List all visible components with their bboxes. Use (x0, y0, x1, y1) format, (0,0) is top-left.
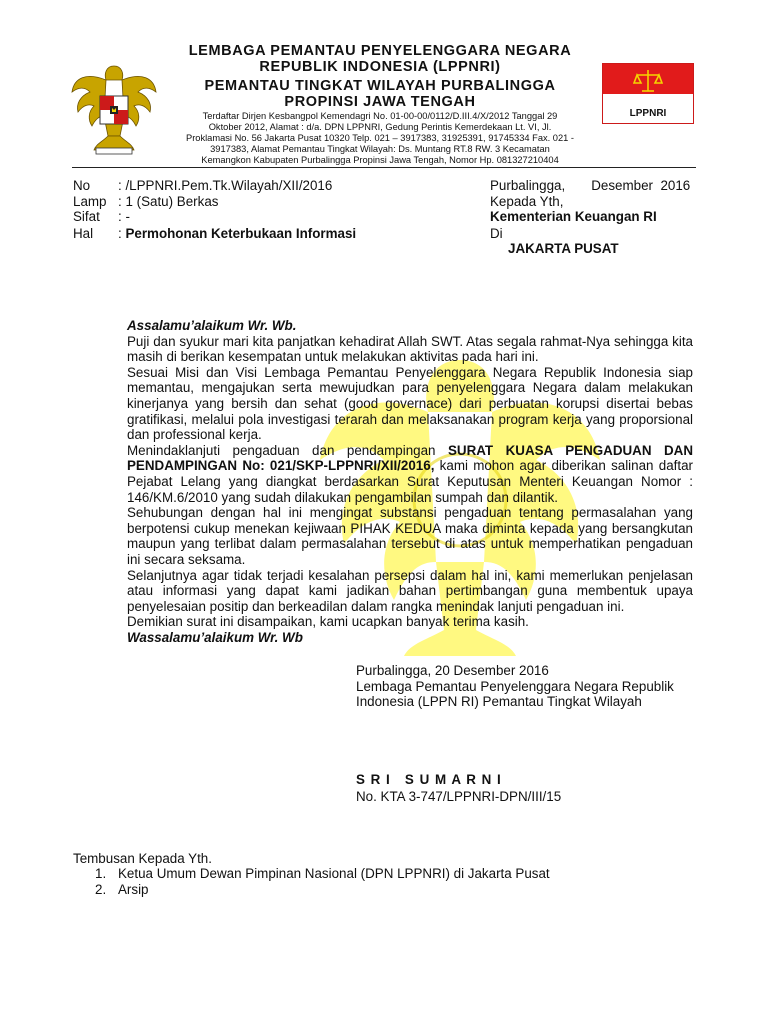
cc-item (73, 882, 673, 898)
cc-title: Tembusan Kepada Yth. (73, 851, 212, 866)
hal-row (118, 226, 356, 242)
no-label: No (73, 178, 91, 193)
recipient-city: JAKARTA PUSAT (508, 241, 619, 256)
registration-line-3: Proklamasi No. 56 Jakarta Pusat 10320 Telp. 021 – 3917383, 31925391, 91745334 Fax. 021 - (186, 133, 574, 143)
power-of-attorney-ref: SURAT KUASA PENGADUAN DAN PENDAMPINGAN No: 021/SKP-LPPNRI/XII/2016, (127, 442, 694, 474)
paragraph-1: Puji dan syukur mari kita panjatkan kehadirat Allah SWT. Atas segala rahmat-Nya sehingga kita masih di berikan kesempatan untuk melakukan aktivitas pada hari ini. (127, 333, 693, 365)
no-value: : /LPPNRI.Pem.Tk.Wilayah/XII/2016 (118, 178, 333, 193)
lppnri-logo (602, 63, 694, 124)
letter-date: Purbalingga, Desember 2016 (490, 178, 691, 193)
logo-label: LPPNRI (629, 108, 667, 119)
org-line-4: PROPINSI JAWA TENGAH (284, 94, 476, 110)
paragraph-6: Demikian surat ini disampaikan, kami ucapkan banyak terima kasih. (127, 614, 529, 630)
org-line-3: PEMANTAU TINGKAT WILAYAH PURBALINGGA (204, 78, 556, 94)
paragraph-4: Sehubungan dengan hal ini mengingat substansi pengaduan tentang permasalahan yang berpotensi cukup menekan kejiwaan PIHAK KEDUA maka diminta kepada yang bersangkutan maupun yang terlibat dalam permasalahan tersebut di atas untuk memperhatikan pengaduan ini secara seksama. (127, 505, 693, 567)
kepada-yth: Kepada Yth, (490, 194, 564, 209)
registration-line-2: Oktober 2012, Alamat : d/a. DPN LPPNRI, Gedung Perintis Kemerdekaan Lt. VI, Jl. (208, 122, 552, 132)
org-line-2: REPUBLIK INDONESIA (LPPNRI) (259, 59, 501, 75)
hal-value: Permohonan Keterbukaan Informasi (125, 226, 357, 241)
hal-label: Hal (73, 226, 94, 241)
registration-line-4: 3917383, Alamat Pemantau Tingkat Wilayah: Ds. Muntang RT.8 RW. 3 Kecamatan (210, 144, 550, 154)
paragraph-3 (127, 443, 693, 505)
org-line-1: LEMBAGA PEMANTAU PENYELENGGARA NEGARA (188, 43, 572, 59)
signature-org-line-2: Indonesia (LPPN RI) Pemantau Tingkat Wilayah (356, 694, 642, 709)
registration-line-5: Kemangkon Kabupaten Purbalingga Propinsi Jawa Tengah, Nomor Hp. 081327210404 (201, 155, 559, 165)
letterhead-divider (72, 167, 696, 168)
cc-item (73, 866, 673, 882)
garuda-pancasila-emblem (66, 52, 162, 156)
scales-icon (633, 67, 663, 95)
signatory-kta: No. KTA 3-747/LPPNRI-DPN/III/15 (356, 789, 562, 804)
signatory-name: S R I S U M A R N I (356, 772, 502, 787)
signature-org-line-1: Lembaga Pemantau Penyelenggara Negara Republik (356, 679, 674, 694)
paragraph-2: Sesuai Misi dan Visi Lembaga Pemantau Penyelenggara Negara Republik Indonesia siap memantau, mengajukan serta mewujudkan para penyelenggara Negara dalam melakukan kinerjanya yang bersih dan sehat (good governace) dari perbuatan korupsi disertai bebas gratifikasi, melalui pola investigasi terarah dan melaksanakan program kerja yang proporsional dan professional kerja. (127, 364, 693, 443)
cc-item-text: Arsip (118, 882, 149, 897)
cc-item-text: Ketua Umum Dewan Pimpinan Nasional (DPN LPPNRI) di Jakarta Pusat (118, 866, 550, 881)
cc-item-number: 1. (95, 866, 107, 881)
signature-place-date: Purbalingga, 20 Desember 2016 (356, 663, 549, 678)
cc-list (73, 866, 673, 898)
hal-colon: : (118, 226, 126, 241)
paragraph-3-intro: Menindaklanjuti pengaduan dan pendampingan (127, 442, 448, 458)
letter-body (127, 318, 693, 645)
paragraph-3-rest: kami mohon agar diberikan salinan daftar Pejabat Lelang yang diangkat berdasarkan Surat Keputusan Menteri Keuangan Nomor : 146/KM.6/2010 yang sudah dilakukan pengambilan sumpah dan dilantik. (127, 458, 693, 505)
greeting: Assalamu’alaikum Wr. Wb. (127, 318, 297, 333)
registration-line-1: Terdaftar Dirjen Kesbangpol Kemendagri No. 01-00-00/0112/D.III.4/X/2012 Tanggal 29 (202, 111, 558, 121)
recipient-name: Kementerian Keuangan RI (490, 209, 657, 224)
lamp-value: : 1 (Satu) Berkas (118, 194, 219, 209)
lamp-label: Lamp (73, 194, 107, 209)
di-label: Di (490, 226, 503, 241)
sifat-label: Sifat (73, 209, 100, 224)
closing-greeting: Wassalamu’alaikum Wr. Wb (127, 629, 303, 645)
sifat-value: : - (118, 209, 130, 224)
paragraph-5: Selanjutnya agar tidak terjadi kesalahan persepsi dalam hal ini, kami memerlukan penjelasan atau informasi yang dapat kami jadikan bahan pertimbangan guna membentuk upaya penyelesaian positip dan berkeadilan dalam rangka menindak lanjuti pengaduan ini. (127, 567, 693, 614)
cc-item-number: 2. (95, 882, 107, 897)
